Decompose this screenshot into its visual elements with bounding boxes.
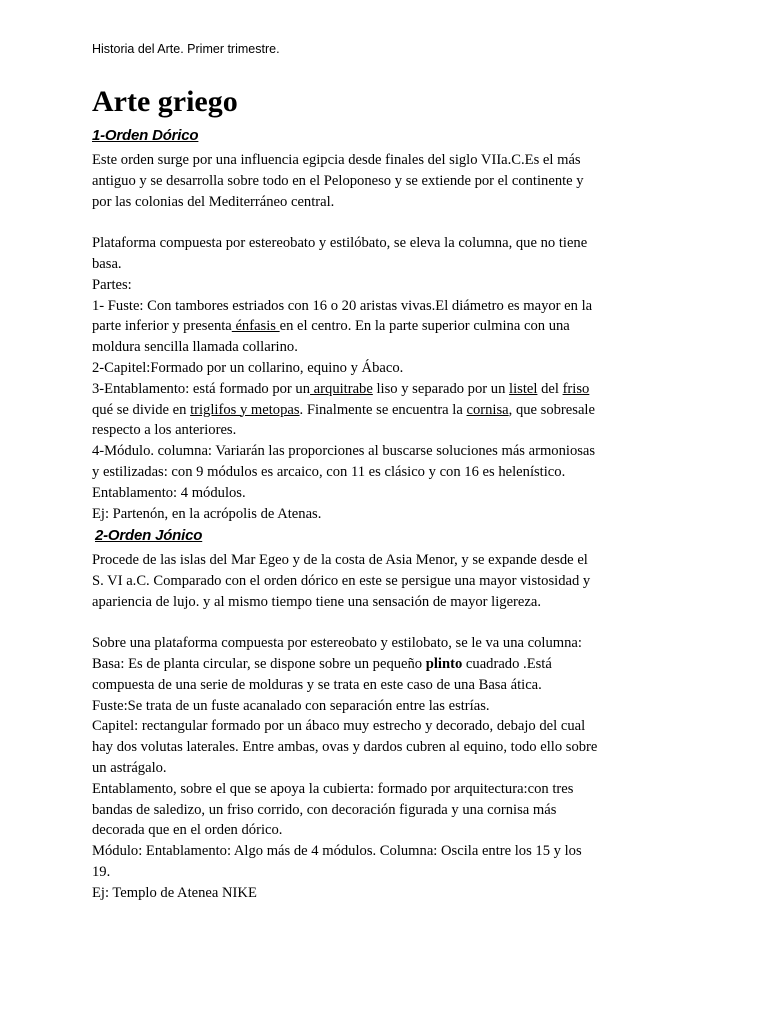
paragraph-line: apariencia de lujo. y al mismo tiempo tiene una sensación de mayor ligereza. <box>92 593 542 610</box>
paragraph-line: Sobre una plataforma compuesta por estereobato y estilobato, se le va una columna: <box>92 635 582 652</box>
capitel-line: 2-Capitel:Formado por un collarino, equino y Ábaco. <box>92 359 404 376</box>
fuste-line <box>92 316 682 337</box>
page-header: Historia del Arte. Primer trimestre. <box>92 42 280 56</box>
text-run: del <box>537 380 563 397</box>
modulo-line: y estilizadas: con 9 módulos es arcaico, con 11 es clásico y con 16 es helenístico. <box>92 463 566 480</box>
link-enfasis[interactable]: énfasis <box>231 318 280 335</box>
text-run: liso y separado por un <box>372 380 510 397</box>
link-triglifos-metopas[interactable]: triglifos y metopas <box>190 401 300 418</box>
fuste-line: Fuste:Se trata de un fuste acanalado con separación entre las estrías. <box>92 697 490 714</box>
text-run: cuadrado .Está <box>462 655 552 672</box>
capitel-line: un astrágalo. <box>92 759 167 776</box>
paragraph-line: basa. <box>92 255 122 272</box>
basa-line: compuesta de una serie de molduras y se trata en este caso de una Basa ática. <box>92 676 542 693</box>
blank-line <box>92 612 682 633</box>
section-heading-ionic: 2-Orden Jónico <box>95 527 203 544</box>
paragraph-line: Procede de las islas del Mar Egeo y de la costa de Asia Menor, y se expande desde el <box>92 552 588 568</box>
blank-line <box>92 212 682 233</box>
entablamento-line: decorada que en el orden dórico. <box>92 822 283 839</box>
text-run: parte inferior y presenta <box>92 318 232 335</box>
fuste-line: moldura sencilla llamada collarino. <box>92 339 298 356</box>
basa-line <box>92 654 682 675</box>
bold-plinto: plinto <box>425 655 463 672</box>
entablamento-line: bandas de saledizo, un friso corrido, con decoración figurada y una cornisa más <box>92 801 557 818</box>
paragraph-line: Plataforma compuesta por estereobato y estilóbato, se eleva la columna, que no tiene <box>92 235 588 252</box>
link-arquitrabe[interactable]: arquitrabe <box>310 380 373 397</box>
entablamento-line <box>92 379 682 400</box>
modulo-line: 4-Módulo. columna: Variarán las proporciones al buscarse soluciones más armoniosas <box>92 443 596 460</box>
entablamento-line: Entablamento, sobre el que se apoya la cubierta: formado por arquitectura:con tres <box>92 780 574 797</box>
capitel-line: hay dos volutas laterales. Entre ambas, ovas y dardos cubren al equino, todo ello sobre <box>92 739 598 756</box>
example-line: Ej: Partenón, en la acrópolis de Atenas. <box>92 505 322 522</box>
paragraph-line: S. VI a.C. Comparado con el orden dórico en este se persigue una mayor vistosidad y <box>92 572 591 589</box>
example-line: Ej: Templo de Atenea NIKE <box>92 884 257 901</box>
document-title: Arte griego <box>92 85 238 118</box>
text-run: 3-Entablamento: está formado por un <box>92 380 311 397</box>
section-body-ionic <box>92 550 682 904</box>
entablamento-line: respecto a los anteriores. <box>92 422 237 439</box>
text-run: qué se divide en <box>92 401 191 418</box>
text-run: en el centro. En la parte superior culmina con una <box>279 318 570 335</box>
modulo-line: 19. <box>92 863 111 880</box>
link-friso[interactable]: friso <box>562 380 590 397</box>
fuste-line: 1- Fuste: Con tambores estriados con 16 o 20 aristas vivas.El diámetro es mayor en la <box>92 297 593 314</box>
modulo-line: Entablamento: 4 módulos. <box>92 484 246 501</box>
section-body-doric <box>92 150 682 524</box>
section-heading-doric: 1-Orden Dórico <box>92 127 199 144</box>
partes-label: Partes: <box>92 276 132 293</box>
paragraph-line: Este orden surge por una influencia egipcia desde finales del siglo VIIa.C.Es el más <box>92 152 581 168</box>
paragraph-line: antiguo y se desarrolla sobre todo en el Peloponeso y se extiende por el continente y <box>92 172 584 189</box>
text-run: Basa: Es de planta circular, se dispone sobre un pequeño <box>92 655 426 672</box>
text-run: , que sobresale <box>508 401 595 418</box>
paragraph-line: por las colonias del Mediterráneo central. <box>92 193 335 210</box>
text-run: . Finalmente se encuentra la <box>299 401 467 418</box>
entablamento-line <box>92 400 682 421</box>
link-listel[interactable]: listel <box>509 380 538 397</box>
modulo-line: Módulo: Entablamento: Algo más de 4 módulos. Columna: Oscila entre los 15 y los <box>92 843 582 860</box>
link-cornisa[interactable]: cornisa <box>466 401 509 418</box>
capitel-line: Capitel: rectangular formado por un ábaco muy estrecho y decorado, debajo del cual <box>92 718 586 735</box>
